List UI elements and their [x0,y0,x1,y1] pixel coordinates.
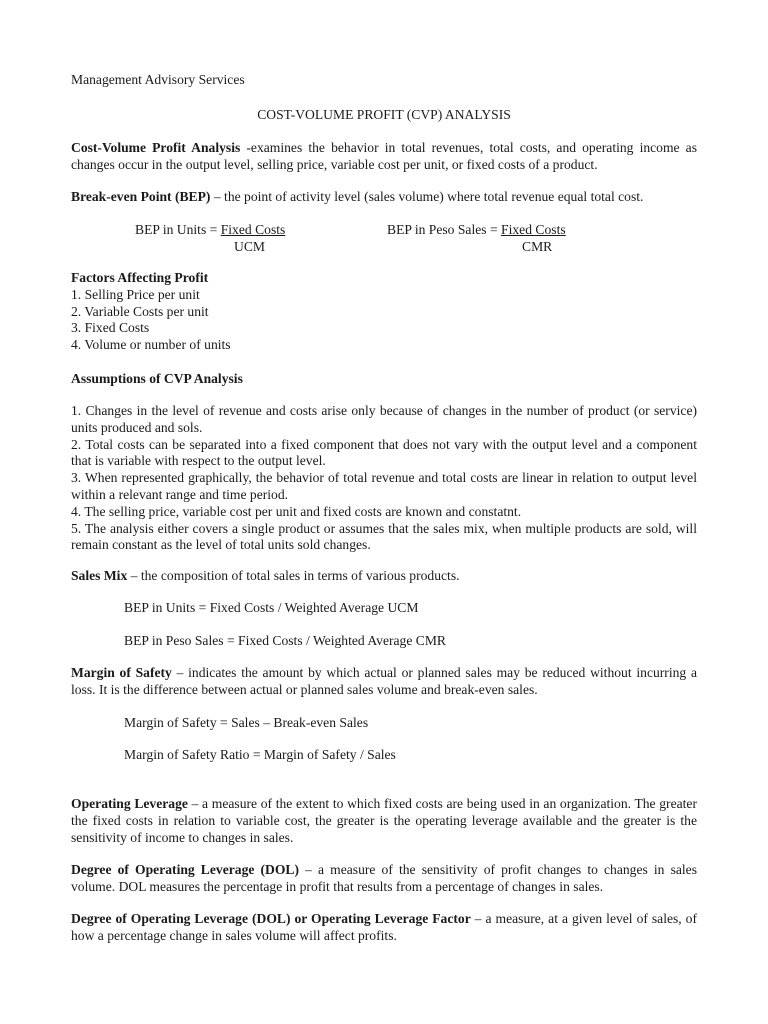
factor-item: 4. Volume or number of units [71,337,231,353]
assumption-item: 4. The selling price, variable cost per unit and fixed costs are known and constatnt. [71,503,522,519]
bep-units-numerator: Fixed Costs [220,222,286,237]
op-leverage-term: Operating Leverage [71,796,188,811]
assumption-item: 2. Total costs can be separated into a fixed component that does not vary with the output level and a component that is variable with respect to the output level. [71,436,697,469]
bep-formulas [71,222,697,256]
document-title: COST-VOLUME PROFIT (CVP) ANALYSIS [257,107,511,122]
margin-formula: Margin of Safety = Sales – Break-even Sales [124,715,369,730]
dol-text: – a measure of the sensitivity of profit changes to changes in sales volume. DOL measures the percentage in profit that results from a percentage of changes in sales. [71,862,697,894]
bep-text: – the point of activity level (sales volume) where total revenue equal total cost. [210,189,644,204]
op-leverage-text: – a measure of the extent to which fixed costs are being used in an organization. The greater the fixed costs in relation to variable cost, the greater is the operating leverage available and the greater is the sensitivity of income to changes in sales. [71,796,697,845]
sales-mix-definition [71,568,697,585]
bep-term: Break-even Point (BEP) [71,189,211,204]
assumption-item: 5. The analysis either covers a single product or assumes that the sales mix, when multiple products are sold, will remain constant as the level of total units sold changes. [71,520,697,553]
assumptions-list [71,403,697,554]
op-leverage-definition [71,796,697,846]
bep-units-denominator: UCM [234,239,265,254]
cvp-term: Cost-Volume Profit Analysis [71,140,241,155]
bep-peso-lhs: BEP in Peso Sales = [387,222,502,237]
factor-item: 1. Selling Price per unit [71,286,200,302]
factors-section [71,270,697,354]
sales-mix-formula-peso: BEP in Peso Sales = Fixed Costs / Weighted Average CMR [124,633,446,648]
assumptions-heading-text: Assumptions of CVP Analysis [71,371,243,386]
margin-definition [71,665,697,699]
dol-term: Degree of Operating Leverage (DOL) [71,862,300,877]
factors-heading: Factors Affecting Profit [71,270,209,285]
assumption-item: 3. When represented graphically, the behavior of total revenue and total costs are linear in relation to output level within a relevant range and time period. [71,470,697,502]
bep-peso-formula [387,222,566,239]
margin-text: – indicates the amount by which actual or planned sales may be reduced without incurring a loss. It is the difference between actual or planned sales volume and break-even sales. [71,665,697,697]
document-header: Management Advisory Services [71,72,245,87]
bep-peso-numerator: Fixed Costs [501,222,566,237]
assumption-item: 1. Changes in the level of revenue and costs arise only because of changes in the number of product (or service) units produced and sols. [71,403,697,435]
dol-factor-term: Degree of Operating Leverage (DOL) or Operating Leverage Factor [71,911,471,926]
bep-definition [71,189,697,206]
margin-ratio-formula: Margin of Safety Ratio = Margin of Safety / Sales [124,747,396,762]
sales-mix-term: Sales Mix [71,568,128,583]
cvp-text: -examines the behavior in total revenues, total costs, and operating income as changes occur in the output level, selling price, variable cost per unit, or fixed costs of a product. [71,140,698,172]
bep-units-formula [135,222,285,239]
assumptions-heading [71,371,697,388]
factor-item: 2. Variable Costs per unit [71,303,209,319]
margin-term: Margin of Safety [71,665,172,680]
dol-factor-definition [71,911,697,945]
dol-definition [71,862,697,896]
sales-mix-formula-units: BEP in Units = Fixed Costs / Weighted Average UCM [124,600,419,615]
factor-item: 3. Fixed Costs [71,320,150,336]
bep-units-lhs: BEP in Units = [135,222,221,237]
cvp-definition [71,140,697,174]
dol-factor-text: – a measure, at a given level of sales, of how a percentage change in sales volume will affect profits. [71,911,697,943]
sales-mix-text: – the composition of total sales in terms of various products. [127,568,460,583]
bep-peso-denominator: CMR [522,239,553,254]
